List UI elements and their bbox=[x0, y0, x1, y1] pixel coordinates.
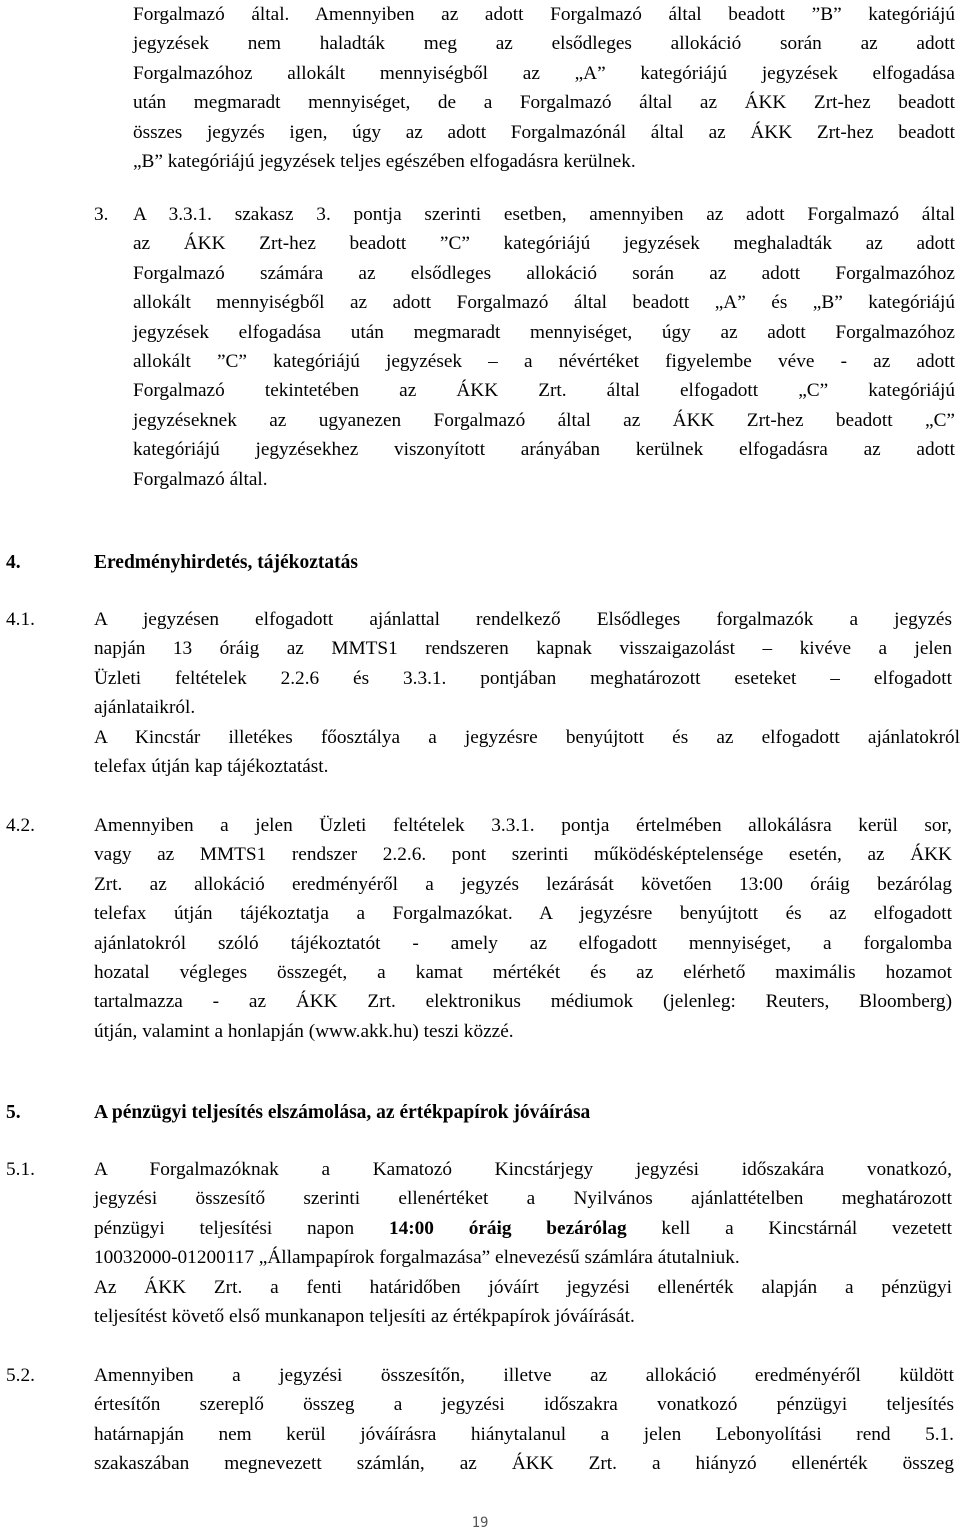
text-line: Az ÁKK Zrt. a fenti határidőben jóváírt jegyzési ellenérték alapján a pénzügyi bbox=[94, 1276, 952, 1298]
item-4-2-number: 4.2. bbox=[6, 815, 35, 836]
text-line: szakaszában megnevezett számlán, az ÁKK Zrt. a hiányzó ellenérték összeg bbox=[94, 1453, 954, 1475]
text-line: teljesítést követő első munkanapon teljesíti az értékpapírok jóváírását. bbox=[94, 1306, 635, 1328]
section-5-title: A pénzügyi teljesítés elszámolása, az értékpapírok jóváírása bbox=[94, 1102, 591, 1123]
text-line: vagy az MMTS1 rendszer 2.2.6. pont szerinti működésképtelensége esetén, az ÁKK bbox=[94, 844, 952, 866]
page-number: 19 bbox=[471, 1515, 489, 1531]
section-4-number: 4. bbox=[6, 552, 21, 573]
section-4-title: Eredményhirdetés, tájékoztatás bbox=[94, 552, 358, 573]
text-line: Forgalmazó által. Amennyiben az adott Forgalmazó által beadott ”B” kategóriájú bbox=[133, 4, 955, 25]
text-line: Forgalmazó számára az elsődleges allokáció során az adott Forgalmazóhoz bbox=[133, 262, 955, 284]
item-5-1-paragraph bbox=[94, 1155, 952, 1331]
text-line: telefax útján tájékoztatja a Forgalmazókat. A jegyzésre benyújtott és az elfogadott bbox=[94, 903, 952, 925]
text-line: Forgalmazóhoz allokált mennyiségből az „A” kategóriájú jegyzések elfogadása bbox=[133, 62, 955, 84]
text-line: A jegyzésen elfogadott ajánlattal rendelkező Elsődleges forgalmazók a jegyzés bbox=[94, 609, 952, 630]
text-line: jegyzéseknek az ugyanezen Forgalmazó által az ÁKK Zrt-hez beadott „C” bbox=[133, 409, 955, 431]
item-4-1-paragraph bbox=[94, 605, 952, 723]
text-line: jegyzések nem haladták meg az elsődleges allokáció során az adott bbox=[133, 33, 955, 55]
text-line bbox=[94, 1214, 952, 1243]
text-line: 10032000-01200117 „Állampapírok forgalmazása” elnevezésű számlára átutalniuk. bbox=[94, 1247, 740, 1269]
text-line: Amennyiben a jegyzési összesítőn, illetve az allokáció eredményéről küldött bbox=[94, 1365, 954, 1386]
item-4-1-number: 4.1. bbox=[6, 609, 35, 630]
text-line: összes jegyzés igen, úgy az adott Forgalmazónál által az ÁKK Zrt-hez beadott bbox=[133, 121, 955, 143]
text-line: ajánlataikról. bbox=[94, 697, 196, 719]
item-3-paragraph bbox=[133, 200, 955, 494]
text-line: jegyzések elfogadása után megmaradt mennyiséget, úgy az adott Forgalmazóhoz bbox=[133, 321, 955, 343]
text-line: után megmaradt mennyiséget, de a Forgalmazó által az ÁKK Zrt-hez beadott bbox=[133, 92, 955, 114]
continuation-paragraph bbox=[133, 0, 955, 176]
item-5-2-paragraph bbox=[94, 1361, 954, 1479]
text-line: Forgalmazó tekintetében az ÁKK Zrt. által elfogadott „C” kategóriájú bbox=[133, 380, 955, 402]
item-3-number: 3. bbox=[94, 204, 109, 225]
text-line: hozatal végleges összegét, a kamat mértékét és az elérhető maximális hozamot bbox=[94, 962, 952, 984]
text-line: az ÁKK Zrt-hez beadott ”C” kategóriájú jegyzések meghaladták az adott bbox=[133, 233, 955, 255]
text-line: „B” kategóriájú jegyzések teljes egészében elfogadásra kerülnek. bbox=[133, 151, 636, 173]
item-5-1-number: 5.1. bbox=[6, 1159, 35, 1180]
text-line: határnapján nem kerül jóváírásra hiánytalanul a jelen Lebonyolítási rend 5.1. bbox=[94, 1423, 954, 1445]
deadline-emphasis: 14:00 óráig bezárólag bbox=[388, 1217, 627, 1239]
text-line: telefax útján kap tájékoztatást. bbox=[94, 756, 329, 778]
item-4-1-paragraph-2 bbox=[94, 723, 960, 782]
text-line: értesítőn szereplő összeg a jegyzési időszakra vonatkozó pénzügyi teljesítés bbox=[94, 1394, 954, 1416]
text-line: Zrt. az allokáció eredményéről a jegyzés lezárását követően 13:00 óráig bezárólag bbox=[94, 873, 952, 895]
section-5-number: 5. bbox=[6, 1102, 21, 1123]
text-line: útján, valamint a honlapján (www.akk.hu) teszi közzé. bbox=[94, 1020, 514, 1042]
text-line: Üzleti feltételek 2.2.6 és 3.3.1. pontjában meghatározott eseteket – elfogadott bbox=[94, 667, 952, 689]
text-line: A 3.3.1. szakasz 3. pontja szerinti esetben, amennyiben az adott Forgalmazó által bbox=[133, 204, 955, 225]
text-line: A Forgalmazóknak a Kamatozó Kincstárjegy jegyzési időszakára vonatkozó, bbox=[94, 1159, 952, 1180]
text-run: pénzügyi teljesítési napon bbox=[94, 1217, 389, 1239]
text-line: ajánlatokról szóló tájékoztatót - amely az elfogadott mennyiséget, a forgalomba bbox=[94, 932, 952, 954]
text-line: allokált ”C” kategóriájú jegyzések – a névértéket figyelembe véve - az adott bbox=[133, 351, 955, 373]
item-4-2-paragraph bbox=[94, 811, 952, 1046]
text-line: Forgalmazó által. bbox=[133, 468, 268, 490]
text-run: kell a Kincstárnál vezetett bbox=[626, 1217, 952, 1239]
text-line: kategóriájú jegyzésekhez viszonyított arányában kerülnek elfogadásra az adott bbox=[133, 439, 955, 461]
text-line: A Kincstár illetékes főosztálya a jegyzésre benyújtott és az elfogadott ajánlatokról bbox=[94, 727, 960, 748]
text-line: napján 13 óráig az MMTS1 rendszeren kapnak visszaigazolást – kivéve a jelen bbox=[94, 638, 952, 660]
text-line: Amennyiben a jelen Üzleti feltételek 3.3.1. pontja értelmében allokálásra kerül sor, bbox=[94, 815, 952, 836]
text-line: jegyzési összesítő szerinti ellenértéket a Nyilvános ajánlattételben meghatározott bbox=[94, 1188, 952, 1210]
item-5-2-number: 5.2. bbox=[6, 1365, 35, 1386]
text-line: tartalmazza - az ÁKK Zrt. elektronikus médiumok (jelenleg: Reuters, Bloomberg) bbox=[94, 991, 952, 1013]
text-line: allokált mennyiségből az adott Forgalmazó által beadott „A” és „B” kategóriájú bbox=[133, 292, 955, 314]
